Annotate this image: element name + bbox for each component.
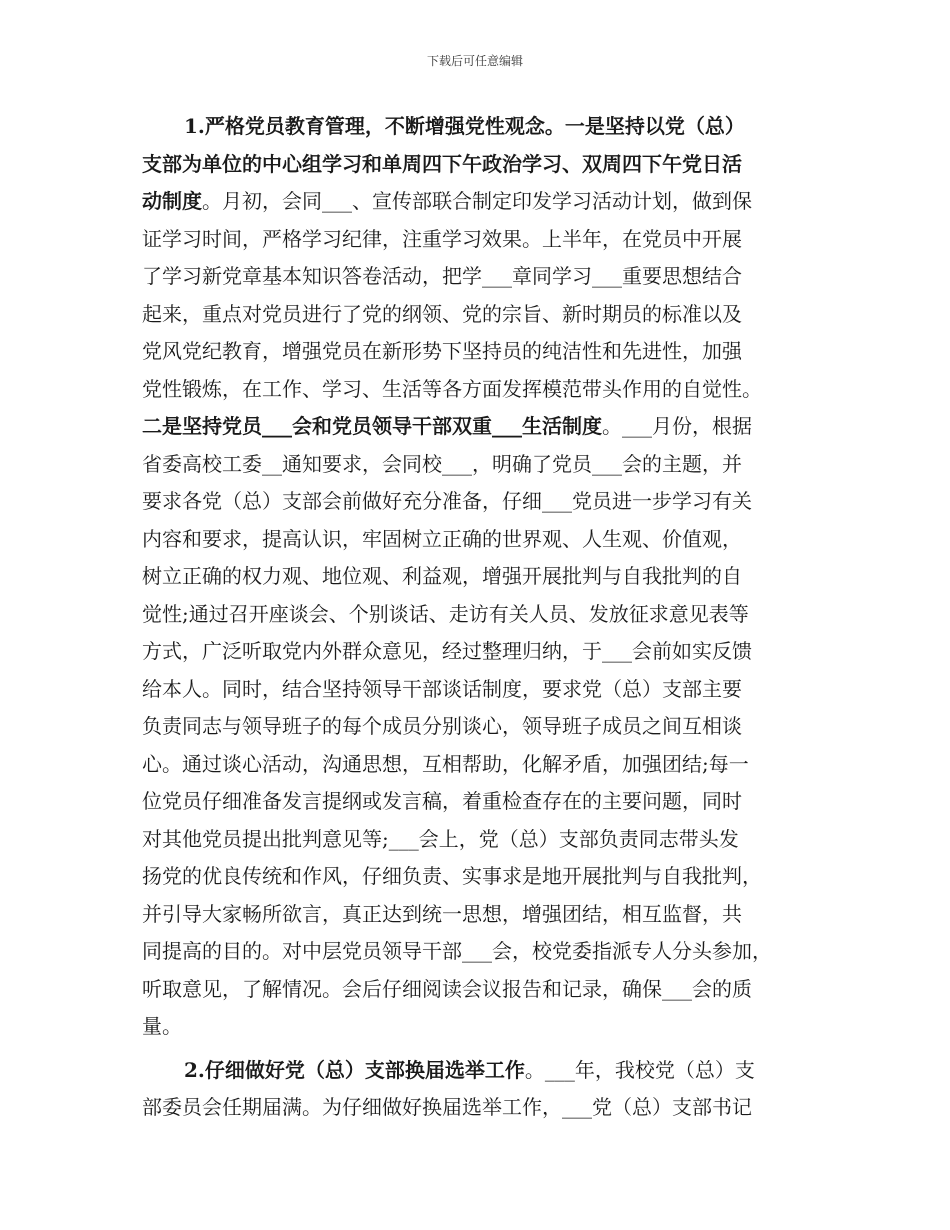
text-line [142, 1052, 818, 1090]
text-run: 内容和要求，提高认识，牢固树立正确的世界观、人生观、价值观， [142, 526, 742, 551]
text-line [142, 183, 818, 221]
text-run: 觉性;通过召开座谈会、个别谈话、走访有关人员、发放征求意见表等 [142, 601, 749, 626]
text-run: 听取意见，了解情况。会后仔细阅读会议报告和记录，确保___会的质 [142, 976, 752, 1001]
text-run: 方式，广泛听取党内外群众意见，经过整理归纳，于___会前如实反馈 [142, 639, 752, 663]
paragraph-1 [142, 108, 818, 1046]
text-line [142, 746, 818, 784]
text-line [142, 521, 818, 559]
text-run: 起来，重点对党员进行了党的纲领、党的宗旨、新时期员的标准以及 [142, 301, 742, 326]
text-line [142, 408, 818, 446]
paragraph-2 [142, 1052, 818, 1127]
text-line [142, 146, 818, 184]
text-line [142, 446, 818, 484]
text-line [142, 371, 818, 409]
text-run: 负责同志与领导班子的每个成员分别谈心，领导班子成员之间互相谈 [142, 714, 742, 738]
text-run: 树立正确的权力观、地位观、利益观，增强开展批判与自我批判的自 [142, 564, 742, 588]
bold-text-run: 支部为单位的中心组学习和单周四下午政治学习、双周四下午党日活 [142, 151, 742, 176]
text-line [142, 633, 818, 671]
text-run: 。月初，会同___、宣传部联合制定印发学习活动计划，做到保 [202, 189, 752, 213]
text-line [142, 108, 818, 146]
text-line [142, 1089, 818, 1127]
text-line [142, 221, 818, 259]
text-line [142, 858, 818, 896]
text-line [142, 821, 818, 859]
text-run: 。___年，我校党（总）支 [524, 1057, 755, 1082]
text-line [142, 1008, 818, 1046]
text-run: 党风党纪教育，增强党员在新形势下坚持员的纯洁性和先进性，加强 [142, 339, 742, 363]
text-run: 量。 [142, 1014, 182, 1038]
text-line [142, 558, 818, 596]
text-line [142, 933, 818, 971]
text-line [142, 971, 818, 1009]
bold-text-run: 2.仔细做好党（总）支部换届选举工作 [184, 1057, 525, 1082]
text-line [142, 671, 818, 709]
text-line [142, 896, 818, 934]
text-run: 了学习新党章基本知识答卷活动，把学___章同学习___重要思想结合 [142, 264, 742, 288]
text-run: 党性锻炼，在工作、学习、生活等各方面发挥模范带头作用的自觉性。 [142, 376, 762, 401]
text-line [142, 783, 818, 821]
text-run: 对其他党员提出批判意见等;___会上，党（总）支部负责同志带头发 [142, 826, 739, 851]
text-line [142, 483, 818, 521]
bold-text-run: 二是坚持党员___会和党员领导干部双重___生活制度 [142, 414, 602, 438]
text-line [142, 258, 818, 296]
text-run: 证学习时间，严格学习纪律，注重学习效果。上半年，在党员中开展 [142, 226, 742, 251]
text-run: 。___月份，根据 [602, 414, 752, 438]
text-run: 同提高的目的。对中层党员领导干部___会，校党委指派专人分头参加， [142, 939, 772, 963]
bold-text-run: 1.严格党员教育管理，不断增强党性观念。一是坚持以党（总） [184, 114, 745, 138]
text-line [142, 708, 818, 746]
text-run: 要求各党（总）支部会前做好充分准备，仔细___党员进一步学习有关 [142, 489, 752, 513]
page-header: 下载后可任意编辑 [426, 54, 523, 68]
text-line [142, 296, 818, 334]
text-line [142, 333, 818, 371]
text-run: 给本人。同时，结合坚持领导干部谈话制度，要求党（总）支部主要 [142, 676, 742, 701]
text-run: 部委员会任期届满。为仔细做好换届选举工作，___党（总）支部书记 [142, 1095, 752, 1119]
text-run: 位党员仔细准备发言提纲或发言稿，着重检查存在的主要问题，同时 [142, 789, 742, 813]
text-run: 并引导大家畅所欲言，真正达到统一思想，增强团结，相互监督，共 [142, 901, 742, 926]
text-run: 省委高校工委__通知要求，会同校___，明确了党员___会的主题，并 [142, 451, 742, 476]
text-line [142, 596, 818, 634]
text-run: 扬党的优良传统和作风，仔细负责、实事求是地开展批判与自我批判， [142, 864, 762, 888]
text-run: 心。通过谈心活动，沟通思想，互相帮助，化解矛盾，加强团结;每一 [142, 751, 749, 776]
document-body [142, 108, 818, 1127]
bold-text-run: 动制度 [142, 189, 202, 213]
